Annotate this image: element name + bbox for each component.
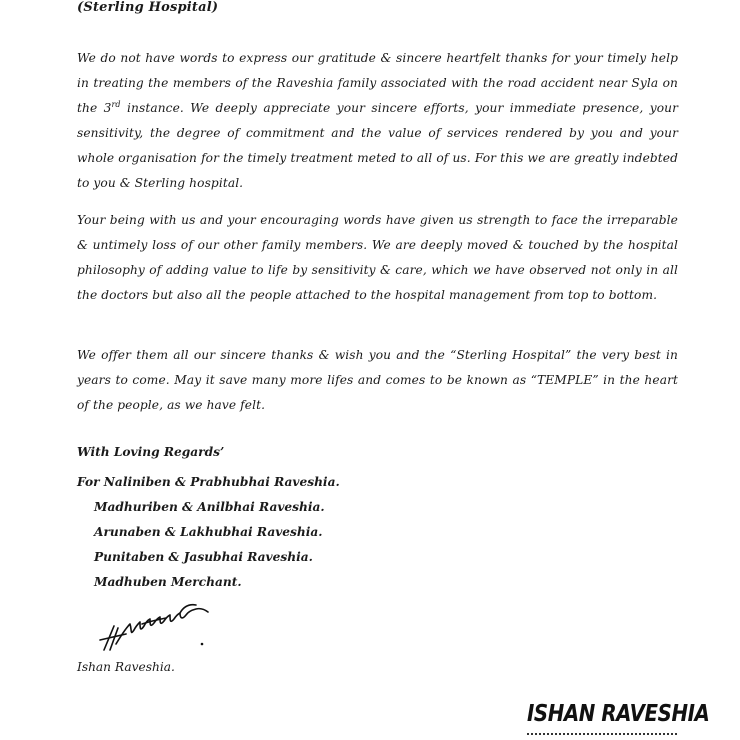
signatory-item: Madhuben Merchant. — [94, 575, 242, 589]
letterhead-name: ISHAN RAVESHIA — [527, 701, 710, 727]
ordinal-suffix: rd — [111, 99, 121, 109]
signatory-item: Arunaben & Lakhubhai Raveshia. — [94, 525, 323, 539]
addressee-line: (Sterling Hospital) — [77, 0, 219, 15]
paragraph-1-text-a: We do not have words to express our gratitude & sincere heartfelt thanks for your timely help in treating the members of the Raveshia family associated with the road accident near Syla on the 3 — [77, 51, 678, 115]
signatory-item: For Naliniben & Prabhubhai Raveshia. — [77, 475, 340, 489]
signatory-list — [77, 470, 340, 595]
signatory-item: Madhuriben & Anilbhai Raveshia. — [94, 500, 325, 514]
handwritten-signature — [96, 600, 226, 655]
letter-paragraph-1 — [77, 46, 678, 196]
letterhead-address-strip — [527, 733, 677, 740]
letter-paragraph-3: We offer them all our sincere thanks & wish you and the “Sterling Hospital” the very best in years to come. May it save many more lifes and comes to be known as “TEMPLE” in the heart of the people, as we have felt. — [77, 348, 678, 412]
letter-paragraph-2: Your being with us and your encouraging words have given us strength to face the irreparable & untimely loss of our other family members. We are deeply moved & touched by the hospital philosophy of adding value to life by sensitivity & care, which we have observed not only in all the doctors but also all the people attached to the hospital management from top to bottom. — [77, 213, 678, 302]
closing-line: With Loving Regards’ — [77, 445, 225, 459]
paragraph-1-text-b: instance. We deeply appreciate your sincere efforts, your immediate presence, your sensitivity, the degree of commitment and the value of services rendered by you and your whole organisation for the timely treatment meted to all of us. For this we are greatly indebted to you & Sterling hospital. — [77, 101, 679, 190]
signer-name: Ishan Raveshia. — [77, 660, 175, 674]
signatory-item: Punitaben & Jasubhai Raveshia. — [94, 550, 313, 564]
